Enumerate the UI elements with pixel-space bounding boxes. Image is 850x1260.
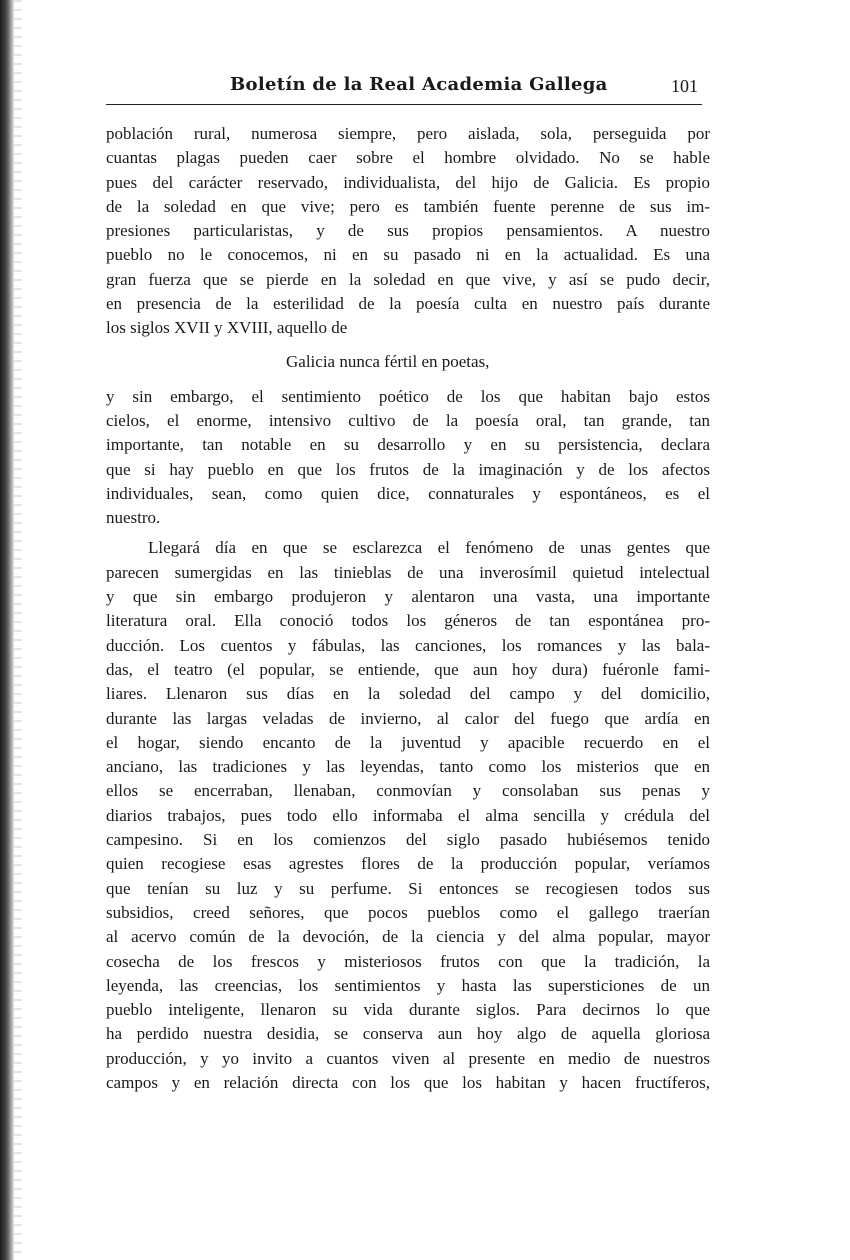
text-line: subsidios, creed señores, que pocos pueblos como el gallego traerían [106, 902, 710, 922]
page-header [106, 74, 702, 104]
text-line: parecen sumergidas en las tinieblas de una inverosímil quietud intelectual [106, 562, 710, 582]
text-line: das, el teatro (el popular, se entiende, que aun hoy dura) fuéronle fami- [106, 659, 710, 679]
text-line: presiones particularistas, y de sus propios pensamientos. A nuestro [106, 221, 710, 241]
text-line: anciano, las tradiciones y las leyendas, tanto como los misterios que en [106, 757, 710, 777]
text-line: pueblo no le conocemos, ni en su pasado ni en la actualidad. Es una [106, 245, 710, 265]
text-line: pueblo inteligente, llenaron su vida durante siglos. Para decirnos lo que [106, 1000, 710, 1020]
text-line: que tenían su luz y su perfume. Si entonces se recogiesen todos sus [106, 878, 710, 898]
text-line: cielos, el enorme, intensivo cultivo de la poesía oral, tan grande, tan [106, 410, 710, 430]
text-line: al acervo común de la devoción, de la ciencia y del alma popular, mayor [106, 927, 710, 947]
text-line: los siglos XVII y XVIII, aquello de [106, 318, 348, 338]
text-line: ducción. Los cuentos y fábulas, las canciones, los romances y las bala- [106, 635, 710, 655]
text-line: ha perdido nuestra desidia, se conserva aun hoy algo de aquella gloriosa [106, 1024, 710, 1044]
page-number: 101 [671, 76, 698, 96]
text-line: durante las largas veladas de invierno, al calor del fuego que ardía en [106, 708, 710, 728]
text-line: el hogar, siendo encanto de la juventud y apacible recuerdo en el [106, 732, 710, 752]
text-line: que si hay pueblo en que los frutos de la imaginación y de los afectos [106, 459, 710, 479]
text-line: importante, tan notable en su desarrollo y en su persistencia, declara [106, 435, 710, 455]
text-line: leyenda, las creencias, los sentimientos y hasta las supersticiones de un [106, 975, 710, 995]
text-line: en presencia de la esterilidad de la poesía culta en nuestro país durante [106, 294, 710, 314]
text-line: quien recogiese esas agrestes flores de la producción popular, veríamos [106, 854, 710, 874]
paragraph-start: Llegará día en que se esclarezca el fenómeno de unas gentes que [148, 538, 710, 558]
text-line: campos y en relación directa con los que los habitan y hacen fructíferos, [106, 1072, 710, 1092]
text-line: nuestro. [106, 508, 161, 528]
verse-quote: Galicia nunca fértil en poetas, [286, 351, 490, 371]
text-line: población rural, numerosa siempre, pero aislada, sola, perseguida por [106, 124, 710, 143]
text-line: y sin embargo, el sentimiento poético de los que habitan bajo estos [106, 386, 710, 406]
header-rule [106, 104, 702, 105]
text-line: ellos se encerraban, llenaban, conmovían y consolaban sus penas y [106, 781, 710, 801]
text-line: liares. Llenaron sus días en la soledad del campo y del domicilio, [106, 684, 710, 704]
text-line: gran fuerza que se pierde en la soledad en que vive, y así se pudo decir, [106, 269, 710, 289]
binding-edge [0, 0, 14, 1260]
text-line: cuantas plagas pueden caer sobre el hombre olvidado. No se hable [106, 148, 710, 168]
binding-shadow [14, 0, 22, 1260]
text-line: literatura oral. Ella conoció todos los géneros de tan espontánea pro- [106, 611, 710, 631]
text-line: producción, y yo invito a cuantos viven al presente en medio de nuestros [106, 1048, 710, 1068]
text-line: de la soledad en que vive; pero es también fuente perenne de sus im- [106, 196, 710, 216]
text-line: campesino. Si en los comienzos del siglo pasado hubiésemos tenido [106, 830, 710, 850]
body-text [106, 122, 710, 1095]
text-line: y que sin embargo produjeron y alentaron una vasta, una importante [106, 587, 710, 607]
text-line: cosecha de los frescos y misteriosos frutos con que la tradición, la [106, 951, 710, 971]
running-head: Boletín de la Real Academia Gallega [230, 74, 608, 95]
text-line: pues del carácter reservado, individualista, del hijo de Galicia. Es propio [106, 172, 710, 192]
text-line: individuales, sean, como quien dice, connaturales y espontáneos, es el [106, 483, 710, 503]
text-line: diarios trabajos, pues todo ello informaba el alma sencilla y crédula del [106, 805, 710, 825]
